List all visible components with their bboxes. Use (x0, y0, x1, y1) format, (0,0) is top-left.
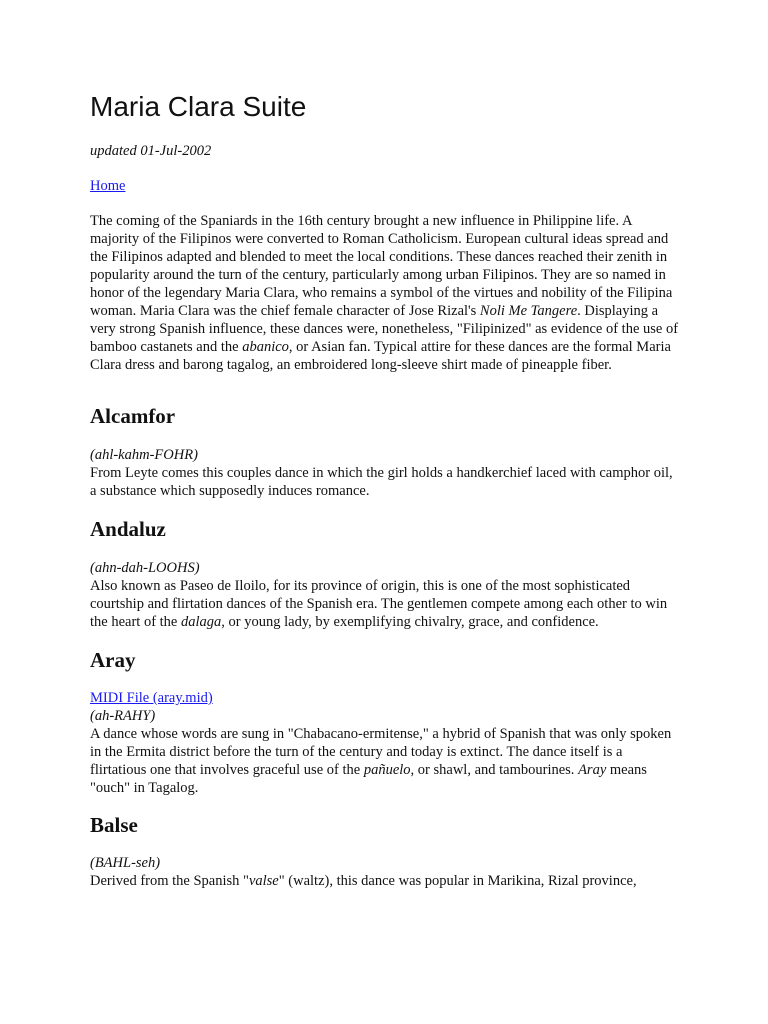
description-andaluz-emphasis: dalaga (181, 614, 222, 630)
intro-text-3: , or Asian fan. Typical attire for these dances are the formal Maria Clara dress and barong tagalog, an embroidered long-sleeve shirt made of pineapple fiber. (90, 339, 671, 373)
pronunciation-aray: (ah-RAHY) (90, 708, 156, 724)
description-andaluz (90, 578, 667, 630)
section-heading-aray: Aray (90, 648, 136, 672)
section-aray (90, 689, 682, 797)
description-andaluz-text-2: , or young lady, by exemplifying chivalry, grace, and confidence. (221, 614, 599, 630)
midi-file-link[interactable]: MIDI File (aray.mid) (90, 690, 213, 706)
intro-emphasis-noli: Noli Me Tangere (479, 303, 578, 319)
intro-text-1: The coming of the Spaniards in the 16th century brought a new influence in Philippine life. A majority of the Filipinos were converted to Roman Catholicism. European cultural ideas spread and the Filipinos adapted and blended to meet the local conditions. These dances reached their zenith in popularity around the turn of the century, particularly among urban Filipinos. They are so named in honor of the legendary Maria Clara, who remains a symbol of the virtues and nobility of the Filipina woman. Maria Clara was the chief female character of Jose Rizal's (90, 213, 673, 319)
pronunciation-balse: (BAHL-seh) (90, 855, 161, 871)
intro-text-2: . Displaying a very strong Spanish influence, these dances were, nonetheless, "Filipinized" as evidence of the use of bamboo castanets and the (90, 303, 679, 355)
description-aray-text-2: , or shawl, and tambourines. (410, 762, 579, 778)
description-aray-text-1: A dance whose words are sung in "Chabacano-ermitense," a hybrid of Spanish that was only spoken in the Ermita district before the turn of the century and today is extinct. The dance itself is a flirtatious one that involves graceful use of the (90, 726, 672, 778)
pronunciation-andaluz: (ahn-dah-LOOHS) (90, 560, 200, 576)
description-balse (90, 873, 637, 889)
section-heading-alcamfor: Alcamfor (90, 404, 176, 428)
description-andaluz-text-1: Also known as Paseo de Iloilo, for its province of origin, this is one of the most sophisticated courtship and flirtation dances of the Spanish era. The gentlemen compete among each other to win the heart of the (90, 578, 668, 630)
section-balse (90, 854, 682, 890)
description-aray-text-3: means "ouch" in Tagalog. (90, 762, 647, 796)
page-title: Maria Clara Suite (90, 91, 307, 122)
description-aray-emphasis-panuelo: pañuelo (363, 762, 411, 778)
description-aray-emphasis-aray: Aray (578, 762, 607, 778)
updated-date: updated 01-Jul-2002 (90, 143, 212, 159)
description-balse-emphasis: valse (248, 873, 279, 889)
description-balse-text-2: " (waltz), this dance was popular in Marikina, Rizal province, (278, 873, 637, 889)
description-balse-text-1: Derived from the Spanish " (90, 873, 249, 889)
description-alcamfor: From Leyte comes this couples dance in which the girl holds a handkerchief laced with camphor oil, a substance which supposedly induces romance. (90, 465, 673, 499)
section-heading-balse: Balse (90, 813, 138, 837)
section-alcamfor (90, 446, 682, 500)
pronunciation-alcamfor: (ahl-kahm-FOHR) (90, 447, 198, 463)
description-aray (90, 726, 671, 796)
intro-paragraph (90, 212, 682, 374)
home-link[interactable]: Home (90, 178, 126, 194)
section-heading-andaluz: Andaluz (90, 517, 166, 541)
section-andaluz (90, 559, 682, 631)
intro-emphasis-abanico: abanico (242, 339, 289, 355)
